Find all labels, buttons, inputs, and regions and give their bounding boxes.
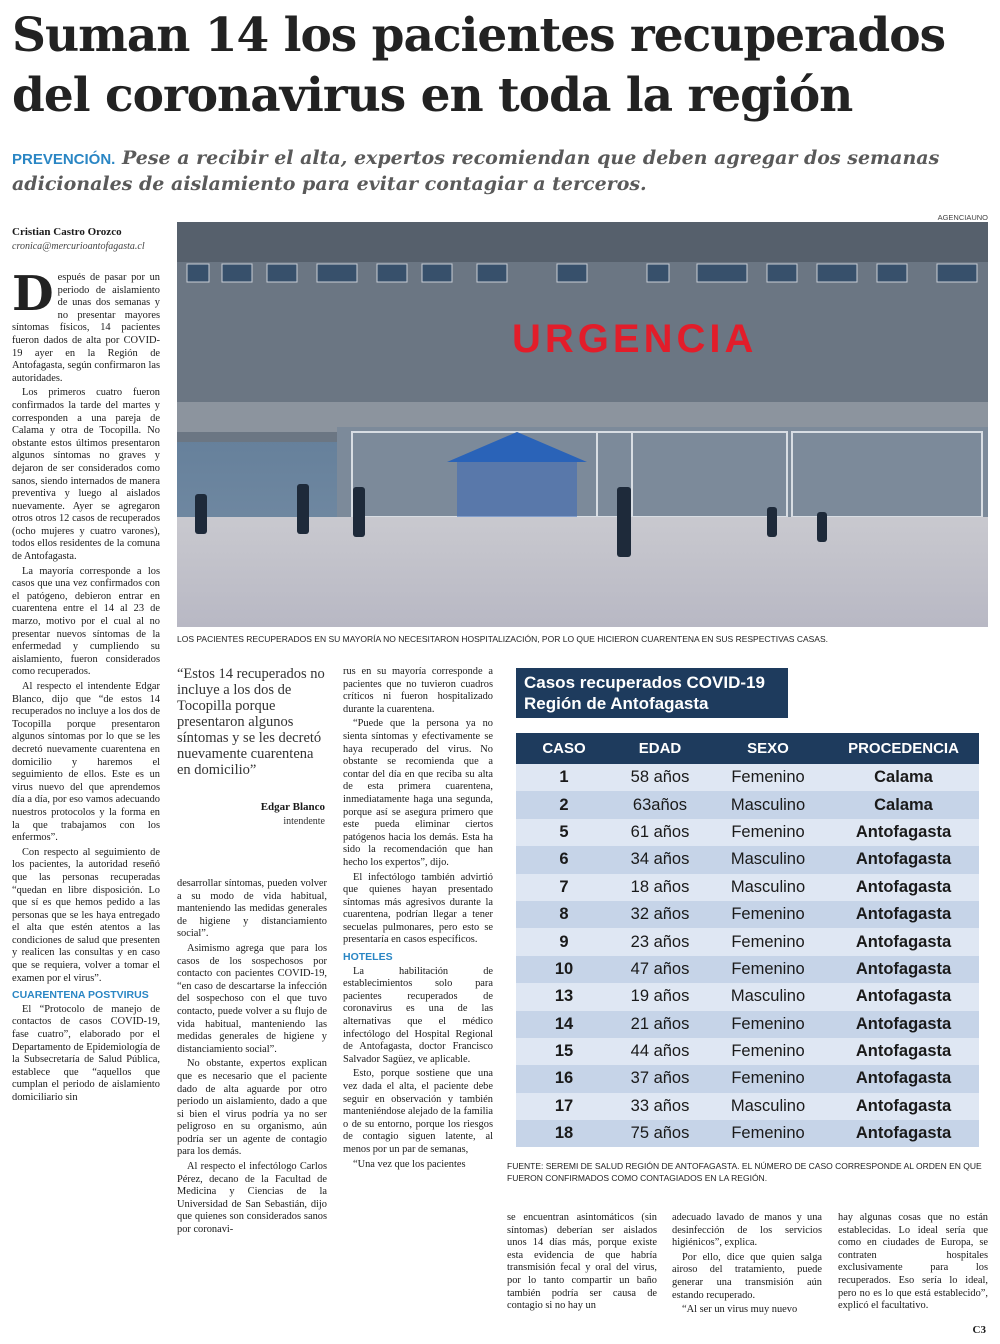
col3-paragraph: rus en su mayoría corresponde a pacientes que no tuvieron cuadros críticos ni fueron hospitalizado durante la cuarentena.	[343, 666, 493, 715]
table-title-line1: Casos recuperados COVID-19	[524, 673, 765, 692]
cell-procedencia: Antofagasta	[855, 959, 952, 978]
table-row	[516, 901, 979, 928]
cell-procedencia: Antofagasta	[855, 1096, 952, 1115]
cell-sexo: Femenino	[731, 905, 805, 924]
cell-procedencia: Antofagasta	[855, 1124, 952, 1143]
table-row	[516, 928, 979, 955]
cell-caso: 2	[559, 795, 569, 814]
cell-sexo: Femenino	[731, 1014, 805, 1033]
quote-role: intendente	[283, 816, 325, 827]
byline-email[interactable]: cronica@mercurioantofagasta.cl	[12, 241, 145, 252]
article-column-5	[672, 1212, 822, 1319]
table-row	[516, 1038, 979, 1065]
deck	[12, 146, 992, 197]
cell-caso: 18	[554, 1124, 574, 1143]
cell-edad: 58 años	[630, 768, 690, 787]
deck-kicker: PREVENCIÓN.	[12, 151, 116, 168]
cell-sexo: Femenino	[731, 959, 805, 978]
cell-procedencia: Antofagasta	[855, 932, 952, 951]
header-edad: EDAD	[638, 740, 682, 757]
deck-text: Pese a recibir el alta, expertos recomiendan que deben agregar dos semanas adicionales de aislamiento para evitar contagiar a terceros.	[12, 147, 940, 195]
quote-name: Edgar Blanco	[260, 801, 325, 813]
subhead-hoteles: HOTELES	[343, 951, 393, 964]
col2-paragraph: desarrollar síntomas, pueden volver a su modo de vida habitual, manteniendo las medidas generales de higiene y distanciamiento social”.	[177, 878, 327, 940]
col1-paragraph: El “Protocolo de manejo de contactos de casos COVID-19, fase cuatro”, elaborado por el Departamento de Epidemiología de la Subsecretaría de Salud Pública, establece que “aquellos que cumplan el periodo de aislamiento domiciliario sin	[12, 1003, 160, 1103]
article-column-2	[177, 878, 327, 1239]
cell-sexo: Masculino	[730, 795, 806, 814]
cell-procedencia: Antofagasta	[855, 905, 952, 924]
article-column-6	[838, 1212, 988, 1315]
cell-sexo: Masculino	[730, 987, 806, 1006]
article-column-1	[12, 266, 160, 1107]
cell-sexo: Masculino	[730, 1096, 806, 1115]
cell-caso: 14	[554, 1014, 574, 1033]
cell-sexo: Femenino	[731, 1069, 805, 1088]
table-row	[516, 874, 979, 901]
cases-table	[516, 733, 979, 1147]
table-row	[516, 1120, 979, 1147]
col1-paragraph: Con respecto al seguimiento de los pacientes, la autoridad reseñó que las personas recuperadas “quedan en libre disposición. Lo que sí es que hemos pedido a las personas que se les haya entregado el alta que estén atentos a las condiciones de salud que presenten y realicen las consultas y en caso que se requiera, volver a tomar el examen por el virus”.	[12, 846, 160, 984]
col1-paragraph: Al respecto el intendente Edgar Blanco, dijo que “de estos 14 recuperados no incluye a los dos de Tocopilla porque presentaron algunos síntomas por lo que se les decretó nuevamente cuarentena en domicilio y haremos el seguimiento de ellos. Este es un virus nuevo del que aprendemos día a día, por eso vamos adecuando nuestros protocolos y la forma en la que trabajamos con los enfermos”.	[12, 681, 160, 844]
cell-edad: 19 años	[630, 987, 690, 1006]
cell-edad: 37 años	[630, 1069, 690, 1088]
header-procedencia: PROCEDENCIA	[848, 740, 959, 757]
cell-caso: 8	[559, 905, 569, 924]
table-row	[516, 1011, 979, 1038]
photo-caption: LOS PACIENTES RECUPERADOS EN SU MAYORÍA NO NECESITARON HOSPITALIZACIÓN, POR LO QUE HICIERON CUARENTENA EN SUS RESPECTIVAS CASAS.	[177, 634, 829, 644]
table-row	[516, 1093, 979, 1120]
cell-caso: 5	[559, 822, 569, 841]
cell-sexo: Femenino	[731, 1124, 805, 1143]
cell-sexo: Femenino	[731, 822, 805, 841]
table-row	[516, 1065, 979, 1092]
cell-edad: 32 años	[630, 905, 690, 924]
col3-paragraph: La habilitación de establecimientos solo para pacientes recuperados de coronavirus es una de las alternativas que el médico infectólogo del Hospital Regional de Antofagasta, doctor Francisco Salvador Sagüez, ve aplicable.	[343, 965, 493, 1065]
cell-caso: 13	[554, 987, 574, 1006]
col3-paragraph: El infectólogo también advirtió que quienes hayan presentado síntomas más agresivos durante la cuarentena, podrían llegar a tener secuelas pulmonares, pero esto se presentaría en casos específicos.	[343, 871, 493, 946]
cell-caso: 6	[559, 850, 569, 869]
headline: Suman 14 los pacientes recuperados del coronavirus en toda la región	[12, 8, 946, 123]
col1-paragraph: espués de pasar por un periodo de aislamiento de unas dos semanas y no presentar mayores síntomas físicos, 14 pacientes fueron dados de alta por COVID-19 ayer en la Región de Antofagasta, según confirmaron las autoridades.	[12, 272, 160, 384]
header-caso: CASO	[542, 740, 586, 757]
cell-sexo: Femenino	[731, 768, 805, 787]
byline-author: Cristian Castro Orozco	[12, 226, 122, 238]
cell-procedencia: Antofagasta	[855, 1014, 952, 1033]
col3-paragraph: “Puede que la persona ya no sienta síntomas y efectivamente se haya recuperado del virus. No obstante se recomienda que a contar del día en que reciba su alta de esta primera cuarentena, inmediatamente haga una segunda, porque así se asegura primero que este pueda eliminar ciertos patógenos hacia los demás. Esta ha sido la recomendación que han hecho los expertos”, dijo.	[343, 718, 493, 868]
cell-procedencia: Antofagasta	[855, 877, 952, 896]
cell-procedencia: Antofagasta	[855, 1069, 952, 1088]
cell-sexo: Femenino	[731, 1042, 805, 1061]
end-mark: C3	[972, 1324, 986, 1336]
cell-edad: 47 años	[630, 959, 690, 978]
dropcap: D	[12, 266, 54, 322]
cell-caso: 9	[559, 932, 569, 951]
cell-edad: 23 años	[630, 932, 690, 951]
table-title-line2: Región de Antofagasta	[524, 694, 709, 713]
hospital-photo-illustration	[177, 222, 988, 627]
col3-paragraph: Esto, porque sostiene que una vez dada el alta, el paciente debe seguir en observación y también manteniéndose alejado de la familia o de su entorno, porque los riesgos de contagio siguen latente, al menos por un par de semanas,	[343, 1068, 493, 1155]
cell-caso: 1	[559, 768, 569, 787]
article-column-3	[343, 666, 493, 1173]
photo-credit: AGENCIAUNO	[937, 213, 988, 222]
cell-edad: 18 años	[630, 877, 690, 896]
cell-caso: 16	[554, 1069, 574, 1088]
col5-paragraph: “Al ser un virus muy nuevo	[682, 1304, 798, 1316]
cell-sexo: Masculino	[730, 877, 806, 896]
cell-caso: 15	[554, 1042, 574, 1061]
urgencia-sign: URGENCIA	[512, 317, 758, 361]
table-row	[516, 846, 979, 873]
cell-sexo: Femenino	[731, 932, 805, 951]
cell-edad: 75 años	[630, 1124, 690, 1143]
cell-sexo: Masculino	[730, 850, 806, 869]
table-row	[516, 791, 979, 818]
cell-edad: 44 años	[630, 1042, 690, 1061]
cell-caso: 10	[554, 959, 574, 978]
table-header-row	[516, 733, 979, 764]
cell-procedencia: Calama	[874, 795, 933, 814]
pull-quote: “Estos 14 recuperados no incluye a los dos de Tocopilla porque presentaron algunos síntomas y se les decretó nuevamente cuarentena en domicilio”	[177, 666, 325, 778]
table-row	[516, 764, 979, 791]
col2-paragraph: No obstante, expertos explican que es necesario que el paciente dado de alta aguarde por otro periodo un aislamiento, dado a que si bien el virus podría ya no ser peligroso en su organismo, aún podría ser un agente de contagio para los demás.	[177, 1058, 327, 1158]
article-column-4	[507, 1212, 657, 1315]
col1-paragraph: La mayoría corresponde a los casos que una vez confirmados con el patógeno, debieron entrar en cuarentena entre el 14 al 23 de marzo, motivo por el cual al no presentar nuevos síntomas de la enfermedad y cumpliendo su aislamiento, fueron considerados como recuperados.	[12, 565, 160, 678]
cell-edad: 61 años	[630, 822, 690, 841]
header-sexo: SEXO	[747, 740, 789, 757]
cell-caso: 17	[554, 1096, 574, 1115]
col6-paragraph: hay algunas cosas que no están establecidas. Lo ideal sería que como en ciudades de Europa, se contraten hospitales exclusivamente para los recuperados. Eso sería lo ideal, pero no es lo que está establecido”, explicó el facultativo.	[838, 1212, 988, 1312]
table-row	[516, 956, 979, 983]
cell-caso: 7	[559, 877, 569, 896]
cell-edad: 34 años	[630, 850, 690, 869]
table-title	[516, 668, 788, 718]
hospital-photo	[177, 222, 988, 627]
table-row	[516, 983, 979, 1010]
cell-edad: 33 años	[630, 1096, 690, 1115]
col5-paragraph: adecuado lavado de manos y una desinfección de los servicios higiénicos”, explica.	[672, 1212, 822, 1249]
table-row	[516, 819, 979, 846]
cell-procedencia: Antofagasta	[855, 850, 952, 869]
col2-paragraph: Asimismo agrega que para los casos de los sospechosos por contacto con pacientes COVID-19, “en caso de descartarse la infección del sospechoso con el que tuvo contacto, puede volver a su flujo de vida habitual, manteniendo las medidas generales de higiene y distanciamiento social”.	[177, 942, 327, 1055]
cell-edad: 21 años	[630, 1014, 690, 1033]
cell-edad: 63años	[632, 795, 688, 814]
col5-paragraph: Por ello, dice que quien salga airoso del tratamiento, puede generar una transmisión aún estando recuperado.	[672, 1251, 822, 1301]
cell-procedencia: Calama	[874, 768, 933, 787]
cell-procedencia: Antofagasta	[855, 822, 952, 841]
cell-procedencia: Antofagasta	[855, 987, 952, 1006]
col2-paragraph: Al respecto el infectólogo Carlos Pérez, decano de la Facultad de Medicina y Ciencias de la Universidad de San Sebastián, dijo que quienes son considerados sanos por coronavi-	[177, 1161, 327, 1236]
col3-paragraph: “Una vez que los pacientes	[353, 1158, 466, 1170]
table-source: FUENTE: SEREMI DE SALUD REGIÓN DE ANTOFAGASTA. EL NÚMERO DE CASO CORRESPONDE AL ORDEN EN QUE FUERON CONFIRMADOS COMO CONTAGIADOS EN LA REGIÓN.	[507, 1161, 982, 1183]
col4-paragraph: se encuentran asintomáticos (sin síntomas) deberían ser aislados unos 14 días más, porque existe esta evidencia de que habría transmisión fecal y oral del virus, por lo tanto compartir un baño también podría ser causa de contagio si no hay un	[507, 1212, 657, 1312]
subhead-cuarentena: CUARENTENA POSTVIRUS	[12, 989, 149, 1002]
col1-paragraph: Los primeros cuatro fueron confirmados la tarde del martes y corresponden a una pareja de Calama y otra de Tocopilla. No obstante estos últimos presentaron algunos síntomas no graves y dejaron de ser considerados como sanos, siendo internados de manera preventiva y luego al aislados nuevamente. Ayer se agregaron otros otros 12 casos de recuperados (ocho mujeres y cuatro varones), todos ellos residentes de la comuna de Antofagasta.	[12, 387, 160, 563]
cell-procedencia: Antofagasta	[855, 1042, 952, 1061]
